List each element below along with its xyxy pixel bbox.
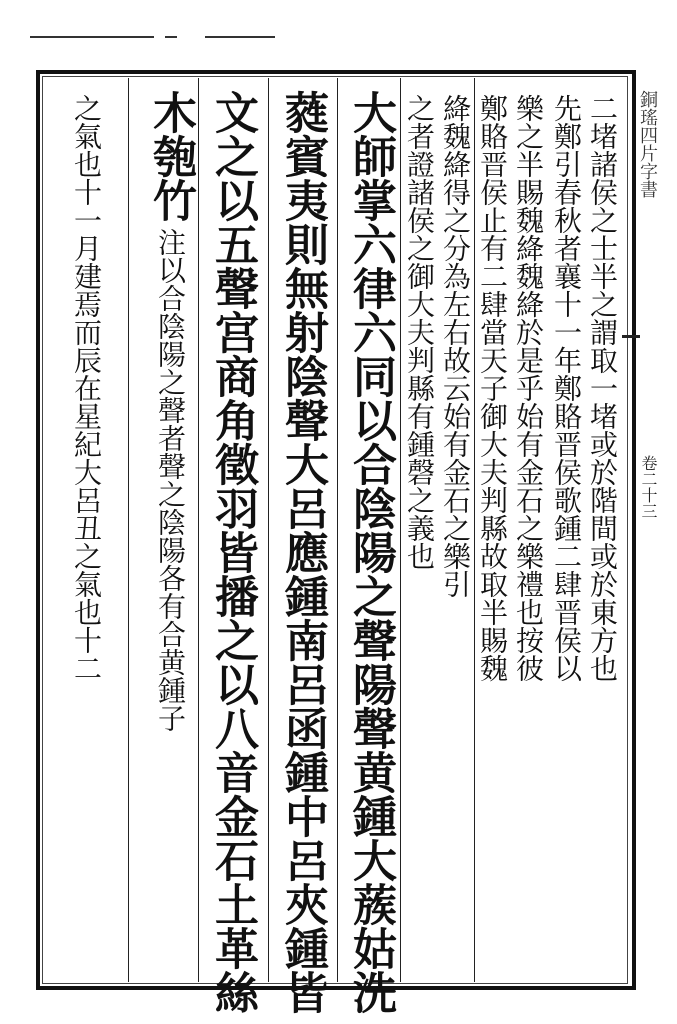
text-column-4: 鄭賂晋侯止有二肆當天子御大夫判縣故取半賜魏 bbox=[476, 94, 509, 682]
text-column-11: 之氣也十一月建焉而辰在星紀大呂丑之氣也十二 bbox=[70, 94, 103, 682]
text-column-3: 樂之半賜魏絳魏絳於是乎始有金石之樂禮也按彼 bbox=[512, 94, 545, 682]
column-10-note: 注以合陰陽之聲者聲之陰陽各有合黄鍾子 bbox=[154, 228, 187, 732]
text-column-7: 大師掌六律六同以合陰陽之聲陽聲黄鍾大蔟姑洗 bbox=[345, 90, 396, 1014]
text-column-2: 先鄭引春秋者襄十一年鄭賂晋侯歌鍾二肆晋侯以 bbox=[550, 94, 583, 682]
top-rule-mid bbox=[165, 36, 177, 38]
text-column-6: 之者證諸侯之御大夫判縣有鍾磬之義也 bbox=[403, 94, 436, 570]
column-separator bbox=[337, 78, 338, 982]
column-10-main: 木匏竹 bbox=[145, 90, 196, 222]
text-column-9: 文之以五聲宫商角徵羽皆播之以八音金石土革絲 bbox=[207, 90, 258, 1014]
margin-title: 銅瑤四片字書 bbox=[637, 90, 658, 198]
margin-mark bbox=[622, 335, 640, 338]
column-separator bbox=[198, 78, 199, 982]
text-column-10 bbox=[145, 90, 196, 732]
top-rule-right bbox=[205, 36, 275, 38]
column-separator bbox=[400, 78, 401, 982]
column-separator bbox=[128, 78, 129, 982]
juan-number: 卷二十三 bbox=[639, 455, 658, 519]
column-separator bbox=[474, 78, 475, 982]
top-rule-left bbox=[30, 36, 154, 38]
text-column-1: 二堵諸侯之士半之謂取一堵或於階間或於東方也 bbox=[586, 94, 619, 682]
text-column-8: 蕤賓夷則無射陰聲大呂應鍾南呂函鍾中呂夾鍾皆 bbox=[277, 90, 328, 1014]
column-separator bbox=[268, 78, 269, 982]
text-column-5: 絳魏絳得之分為左右故云始有金石之樂引 bbox=[439, 94, 472, 598]
